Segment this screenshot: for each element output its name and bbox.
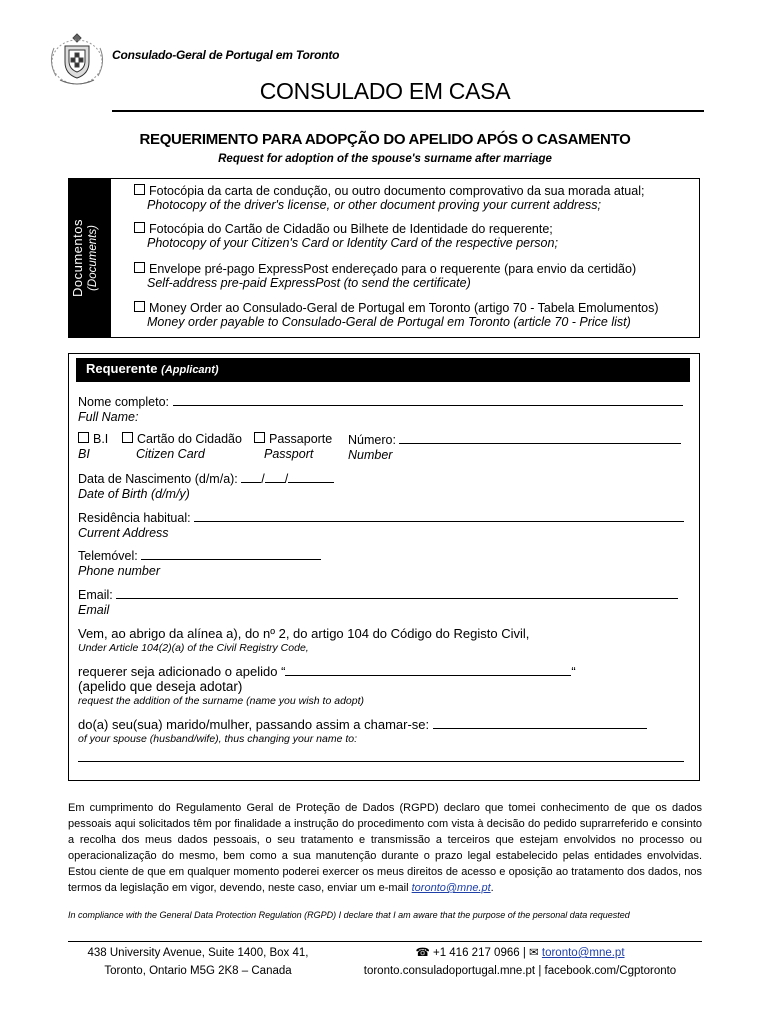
applicant-header-label: Requerente	[86, 361, 158, 376]
document-item	[134, 262, 636, 290]
surname-input[interactable]	[285, 664, 571, 676]
dob-month-input[interactable]	[265, 471, 285, 483]
spouse-name-input[interactable]	[433, 717, 647, 729]
checkbox-icon[interactable]	[122, 432, 133, 443]
checkbox-icon[interactable]	[134, 222, 145, 233]
footer-address-line2: Toronto, Ontario M5G 2K8 – Canada	[104, 965, 292, 977]
new-name-input[interactable]	[78, 761, 684, 762]
id-number-field	[348, 432, 681, 463]
checkbox-icon[interactable]	[78, 432, 89, 443]
id-number-label-en: Number	[348, 448, 393, 462]
surname-label: requerer seja adicionado o apelido “	[78, 664, 286, 679]
dob-day-input[interactable]	[241, 471, 261, 483]
phone-label-en: Phone number	[78, 564, 161, 578]
id-number-label: Número:	[348, 433, 396, 447]
footer-separator: |	[522, 947, 526, 959]
consulate-name: Consulado-Geral de Portugal em Toronto	[112, 48, 340, 62]
title-divider	[112, 110, 704, 112]
id-passport-label: Passaporte	[269, 432, 333, 446]
phone-input[interactable]	[141, 548, 321, 560]
footer-website[interactable]: toronto.consuladoportugal.mne.pt	[363, 965, 536, 977]
address-label-en: Current Address	[78, 526, 169, 540]
id-passport-option	[254, 432, 332, 462]
document-item-pt: Fotocópia do Cartão de Cidadão ou Bilhete de Identidade do requerente;	[149, 222, 553, 236]
dob-year-input[interactable]	[288, 471, 334, 483]
id-number-input[interactable]	[399, 432, 681, 444]
applicant-header	[76, 358, 690, 382]
gdpr-period: .	[490, 882, 494, 894]
email-field	[78, 587, 678, 618]
page-title: CONSULADO EM CASA	[259, 78, 511, 104]
phone-label: Telemóvel:	[78, 549, 138, 563]
email-label-en: Email	[78, 603, 110, 617]
checkbox-icon[interactable]	[254, 432, 265, 443]
email-label: Email:	[78, 588, 113, 602]
document-item-en: Photocopy of the driver's license, or other document proving your current address;	[147, 198, 602, 212]
address-field	[78, 510, 684, 541]
spouse-field	[78, 717, 647, 747]
address-label: Residência habitual:	[78, 511, 191, 525]
documents-sidebar	[68, 178, 111, 338]
document-item-en: Money order payable to Consulado-Geral de Portugal em Toronto (article 70 - Price list)	[147, 315, 631, 329]
id-cc-label: Cartão do Cidadão	[137, 432, 242, 446]
phone-icon: ☎	[415, 947, 430, 959]
full-name-label-en: Full Name:	[78, 410, 139, 424]
documents-label-en: (Documents)	[87, 225, 99, 291]
dob-label: Data de Nascimento (d/m/a):	[78, 472, 238, 486]
checkbox-icon[interactable]	[134, 301, 145, 312]
id-bi-option	[78, 432, 108, 462]
surname-label-en: request the addition of the surname (name you wish to adopt)	[78, 695, 365, 707]
applicant-header-label-en: (Applicant)	[161, 364, 219, 376]
full-name-input[interactable]	[173, 394, 683, 406]
surname-label-2: (apelido que deseja adotar)	[78, 679, 243, 694]
full-name-label: Nome completo:	[78, 395, 170, 409]
document-item-pt: Money Order ao Consulado-Geral de Portugal em Toronto (artigo 70 - Tabela Emolumentos)	[149, 301, 659, 315]
document-item-pt: Fotocópia da carta de condução, ou outro documento comprovativo da sua morada atual;	[149, 184, 645, 198]
id-passport-label-en: Passport	[264, 447, 314, 461]
dob-label-en: Date of Birth (d/m/y)	[78, 487, 190, 501]
checkbox-icon[interactable]	[134, 184, 145, 195]
email-input[interactable]	[116, 587, 678, 599]
documents-label: Documentos	[70, 219, 85, 297]
legal-basis-text-en: Under Article 104(2)(a) of the Civil Registry Code,	[78, 642, 309, 654]
footer-divider	[68, 941, 702, 942]
id-cc-label-en: Citizen Card	[136, 447, 205, 461]
surname-close-quote: “	[571, 664, 576, 679]
document-item-en: Photocopy of your Citizen's Card or Identity Card of the respective person;	[147, 236, 558, 250]
gdpr-email-link[interactable]: toronto@mne.pt	[411, 882, 491, 894]
footer-contact	[340, 944, 700, 980]
document-item	[134, 184, 644, 212]
document-item	[134, 222, 558, 250]
gdpr-consent-text	[68, 800, 702, 896]
footer-separator: |	[538, 965, 542, 977]
full-name-field	[78, 394, 683, 425]
id-bi-label-en: BI	[78, 447, 90, 461]
id-cc-option	[122, 432, 242, 462]
legal-basis	[78, 626, 529, 656]
document-item-en: Self-address pre-paid ExpressPost (to send the certificate)	[147, 276, 471, 290]
footer-address-line1: 438 University Avenue, Suite 1400, Box 41,	[87, 947, 309, 959]
gdpr-text-pt: Em cumprimento do Regulamento Geral de Proteção de Dados (RGPD) declaro que tomei conhecimento de que os dados pessoais aqui solicitados têm por finalidade a instrução do procedimento com vista à decisão do pedido suprarreferido e consinto a recolha dos meus dados pessoais, o seu tratamento e transmissão a terceiros que estejam envolvidos no processo ou operacionalização do mesmo, bem como a sua manutenção durante o prazo legal estabelecido pelas entidades envolvidas. Estou ciente de que em qualquer momento poderei exercer os meus direitos de acesso e oposição ao tratamento dos dados, nos termos da legislação em vigor, devendo, neste caso, enviar um e-mail	[68, 802, 702, 894]
footer-facebook[interactable]: facebook.com/Cgptoronto	[544, 965, 677, 977]
checkbox-icon[interactable]	[134, 262, 145, 273]
address-input[interactable]	[194, 510, 684, 522]
legal-basis-text: Vem, ao abrigo da alínea a), do nº 2, do artigo 104 do Código do Registo Civil,	[78, 626, 530, 641]
footer-phone: +1 416 217 0966	[432, 947, 520, 959]
dob-field: Data de Nascimento (d/m/a): / / Date of Birth (d/m/y)	[78, 471, 334, 502]
envelope-icon: ✉	[529, 947, 539, 959]
id-bi-label: B.I	[93, 432, 109, 446]
request-subtitle: Request for adoption of the spouse's surname after marriage	[218, 153, 552, 165]
footer-address	[78, 944, 318, 980]
gdpr-consent-text-en: In compliance with the General Data Protection Regulation (RGPD) I declare that I am aware that the purpose of the personal data requested	[68, 910, 630, 920]
request-title: REQUERIMENTO PARA ADOPÇÃO DO APELIDO APÓS O CASAMENTO	[139, 131, 631, 148]
phone-field	[78, 548, 321, 579]
document-item-pt: Envelope pré-pago ExpressPost endereçado para o requerente (para envio da certidão)	[149, 262, 637, 276]
document-item	[134, 301, 659, 329]
spouse-label-en: of your spouse (husband/wife), thus changing your name to:	[78, 733, 357, 745]
footer-email-link[interactable]: toronto@mne.pt	[541, 947, 625, 959]
spouse-label: do(a) seu(sua) marido/mulher, passando assim a chamar-se:	[78, 717, 430, 732]
surname-field	[78, 664, 576, 709]
